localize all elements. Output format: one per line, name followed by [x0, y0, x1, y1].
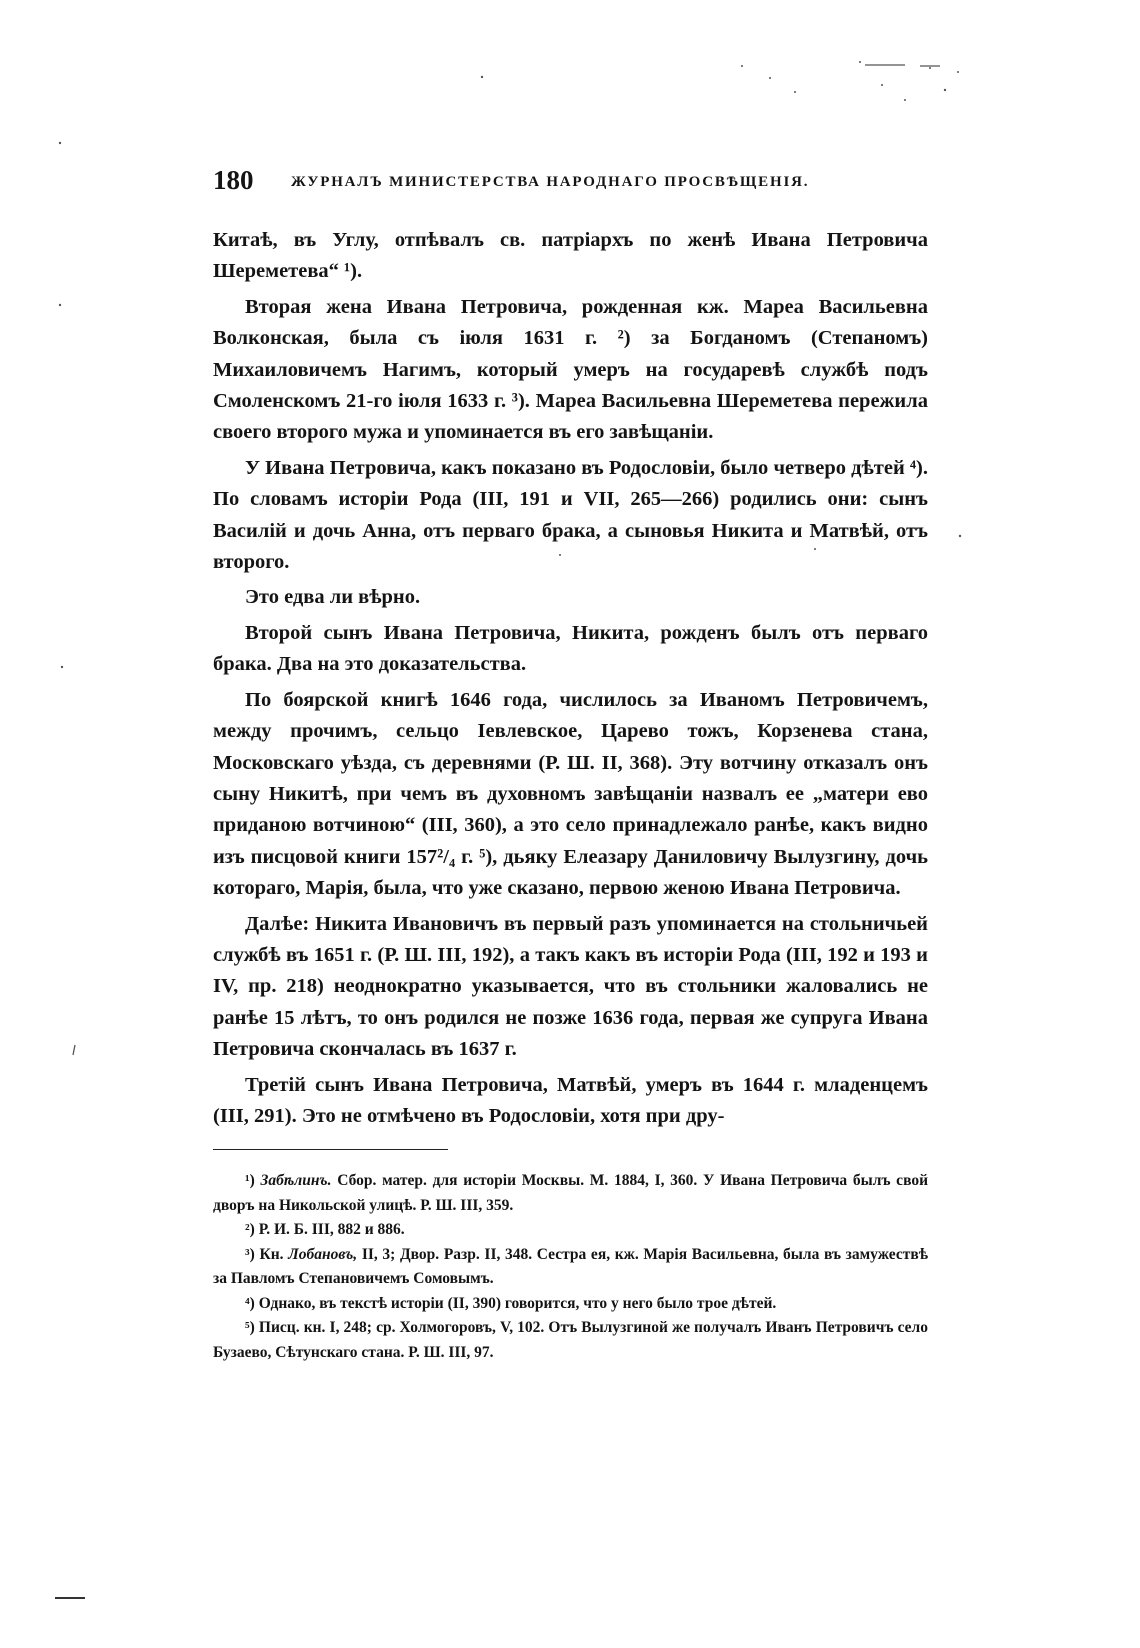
footnote-marker: ⁵) [245, 1319, 255, 1336]
scan-speck [481, 76, 483, 78]
footnote-3 [213, 1243, 928, 1292]
paragraph: Третій сынъ Ивана Петровича, Матвѣй, умеръ въ 1644 г. младенцемъ (III, 291). Это не отмѣчено въ Родословіи, хотя при дру- [213, 1073, 928, 1127]
footnote-marker: ⁴) [245, 1294, 255, 1312]
scan-speck [73, 1045, 75, 1055]
page-header [213, 165, 928, 205]
scan-speck [794, 91, 796, 93]
scan-speck [741, 65, 743, 67]
footnote-1 [213, 1169, 928, 1218]
footnote-text: Р. И. Б. III, 882 и 886. [258, 1221, 405, 1238]
scan-speck [944, 89, 946, 91]
scan-speck [59, 142, 61, 144]
scan-speck [904, 99, 906, 101]
page-number: 180 [213, 165, 254, 195]
scan-speck [859, 61, 861, 63]
scan-speck [957, 71, 959, 73]
footnote-text: Однако, въ текстѣ исторіи (II, 390) говорится, что у него было трое дѣтей. [258, 1294, 777, 1312]
paragraph: Вторая жена Ивана Петровича, рожденная кж. Мареа Васильевна Волконская, была съ іюля 1631 г. ²) за Богданомъ (Степаномъ) Михаиловичемъ Нагимъ, который умеръ на государевѣ службѣ подъ Смоленскомъ 21-го іюля 1633 г. ³). Мареа Васильевна Шереметева пережила своего второго мужа и упоминается въ его завѣщаніи. [213, 295, 928, 444]
footnote-text-prefix: Кн. [259, 1245, 284, 1263]
paragraph: Далѣе: Никита Ивановичъ въ первый разъ упоминается на стольничьей службѣ въ 1651 г. (Р. Ш. III, 192), а такъ какъ въ исторіи Рода (III, 192 и 193 и IV, пр. 218) неоднократно указывается, что въ стольники жаловались не ранѣе 15 лѣтъ, то онъ родился не позже 1636 года, первая же супруга Ивана Петровича скончалась въ 1637 г. [213, 912, 928, 1061]
paragraph: Второй сынъ Ивана Петровича, Никита, рожденъ былъ отъ перваго брака. Два на это доказательства. [213, 621, 928, 676]
scan-speck [929, 67, 931, 69]
paragraph: По боярской книгѣ 1646 года, числилось за Иваномъ Петровичемъ, между прочимъ, сельцо Іевлевское, Царево тожъ, Корзенева стана, Московскаго уѣзда, съ деревнями (Р. Ш. II, 368). Эту вотчину отказалъ онъ сыну Никитѣ, при чемъ въ духовномъ завѣщаніи назвалъ ее „матери ево приданою вотчиною“ (III, 360), а это село принадлежало ранѣе, какъ видно изъ писцовой книги 157²/₄ г. ⁵), дьяку Елеазару Даниловичу Вылузгину, дочь котораго, Марія, была, что уже сказано, первою женою Ивана Петровича. [213, 688, 928, 900]
footnote-4 [213, 1292, 928, 1317]
footnotes [213, 1169, 928, 1365]
footnote-marker: ³) [245, 1245, 255, 1263]
scan-speck [959, 535, 961, 537]
footnote-5 [213, 1316, 928, 1365]
footnote-divider [213, 1149, 448, 1150]
footnote-text: II, 3; Двор. Разр. II, 348. Сестра ея, кж. Марія Васильевна, была въ замужествѣ за Павломъ Степановичемъ Сомовымъ. [213, 1245, 929, 1287]
main-text [213, 225, 928, 1136]
footnote-text: Писц. кн. I, 248; ср. Холмогоровъ, V, 102. Отъ Вылузгиной же получалъ Иванъ Петровичъ село Бузаево, Сѣтунскаго стана. Р. Ш. III, 97. [213, 1319, 928, 1361]
footnote-text: Сбор. матер. для исторіи Москвы. М. 1884, I, 360. У Ивана Петровича былъ свой дворъ на Никольской улицѣ. Р. Ш. III, 359. [213, 1172, 929, 1214]
footnote-author: Забѣлинъ. [260, 1172, 332, 1189]
scan-speck [59, 304, 61, 306]
footnote-author: Лобановъ, [288, 1245, 358, 1263]
footnote-marker: ²) [245, 1221, 255, 1238]
scan-speck [881, 84, 883, 86]
running-head: ЖУРНАЛЪ МИНИСТЕРСТВА НАРОДНАГО ПРОСВѢЩЕНІЯ. [291, 174, 810, 190]
scan-speck [769, 77, 771, 79]
scan-speck [61, 666, 63, 668]
paragraph: У Ивана Петровича, какъ показано въ Родословіи, было четверо дѣтей ⁴). По словамъ исторіи Рода (III, 191 и VII, 265—266) родились они: сынъ Василій и дочь Анна, отъ перваго брака, а сыновья Никита и Матвѣй, отъ второго. [213, 456, 928, 574]
paragraph: Это едва ли вѣрно. [245, 586, 421, 609]
footnote-2 [213, 1218, 928, 1243]
footnote-marker: ¹) [245, 1172, 255, 1189]
scan-edge-mark [55, 1597, 85, 1599]
paragraph: Китаѣ, въ Углу, отпѣвалъ св. патріархъ по женѣ Ивана Петровича Шереметева“ ¹). [213, 229, 928, 283]
